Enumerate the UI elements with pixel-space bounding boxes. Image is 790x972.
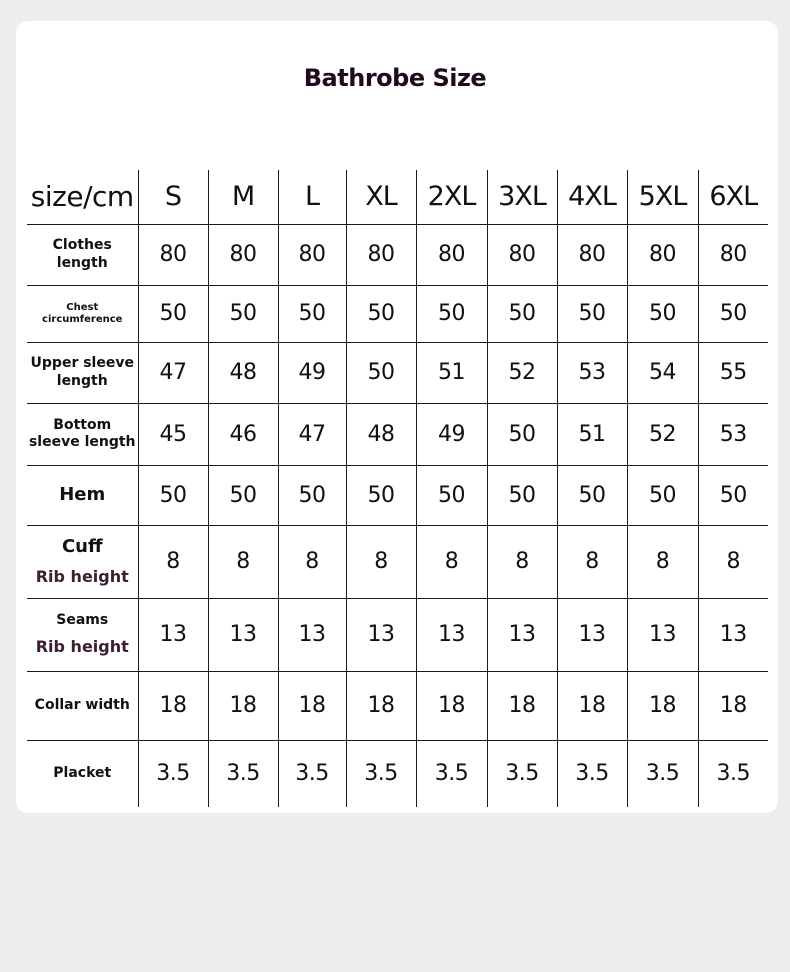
table-cell: 13 xyxy=(416,598,487,671)
size-header: L xyxy=(278,170,346,224)
table-cell: 51 xyxy=(416,342,487,403)
table-row xyxy=(27,465,768,525)
size-header: 6XL xyxy=(698,170,768,224)
table-cell: 3.5 xyxy=(698,740,768,807)
table-cell: 55 xyxy=(698,342,768,403)
row-label xyxy=(27,465,138,525)
table-row xyxy=(27,342,768,403)
table-cell: 50 xyxy=(278,465,346,525)
row-label xyxy=(27,285,138,342)
table-cell: 80 xyxy=(278,224,346,285)
table-cell: 13 xyxy=(487,598,557,671)
size-table xyxy=(27,170,768,807)
table-cell: 80 xyxy=(346,224,416,285)
row-label-text: Collar width xyxy=(34,696,130,713)
table-cell: 53 xyxy=(698,403,768,465)
table-cell: 47 xyxy=(138,342,208,403)
table-row xyxy=(27,525,768,598)
table-cell: 3.5 xyxy=(627,740,698,807)
table-cell: 54 xyxy=(627,342,698,403)
row-label xyxy=(27,342,138,403)
table-cell: 80 xyxy=(698,224,768,285)
row-label-text: Upper sleeve length xyxy=(30,355,134,389)
table-row xyxy=(27,403,768,465)
table-cell: 18 xyxy=(346,671,416,740)
row-label xyxy=(27,224,138,285)
table-cell: 50 xyxy=(346,342,416,403)
table-cell: 13 xyxy=(208,598,278,671)
row-label-text: Clothes length xyxy=(52,237,112,271)
table-cell: 8 xyxy=(627,525,698,598)
row-label-text: Hem xyxy=(59,483,106,505)
table-cell: 50 xyxy=(627,285,698,342)
table-cell: 80 xyxy=(557,224,627,285)
table-cell: 50 xyxy=(346,465,416,525)
table-cell: 3.5 xyxy=(208,740,278,807)
table-cell: 50 xyxy=(627,465,698,525)
table-cell: 45 xyxy=(138,403,208,465)
size-header: 3XL xyxy=(487,170,557,224)
table-cell: 18 xyxy=(487,671,557,740)
table-cell: 3.5 xyxy=(278,740,346,807)
table-cell: 50 xyxy=(416,285,487,342)
size-header: S xyxy=(138,170,208,224)
table-cell: 8 xyxy=(487,525,557,598)
table-header-row xyxy=(27,170,768,224)
size-header: 4XL xyxy=(557,170,627,224)
table-cell: 50 xyxy=(208,285,278,342)
row-label xyxy=(27,525,138,598)
table-cell: 50 xyxy=(346,285,416,342)
table-cell: 3.5 xyxy=(346,740,416,807)
table-cell: 18 xyxy=(138,671,208,740)
row-label-text: Cuff xyxy=(61,536,103,558)
table-cell: 50 xyxy=(138,285,208,342)
table-cell: 18 xyxy=(208,671,278,740)
table-cell: 18 xyxy=(557,671,627,740)
table-cell: 3.5 xyxy=(416,740,487,807)
table-cell: 18 xyxy=(278,671,346,740)
row-label xyxy=(27,403,138,465)
page-title: Bathrobe Size xyxy=(303,64,487,92)
table-cell: 50 xyxy=(487,403,557,465)
table-cell: 50 xyxy=(138,465,208,525)
table-cell: 80 xyxy=(208,224,278,285)
table-cell: 8 xyxy=(208,525,278,598)
size-header: M xyxy=(208,170,278,224)
row-label xyxy=(27,740,138,807)
row-sub-label: Rib height xyxy=(35,637,129,657)
table-cell: 18 xyxy=(416,671,487,740)
table-cell: 50 xyxy=(698,285,768,342)
table-cell: 50 xyxy=(487,285,557,342)
table-cell: 52 xyxy=(627,403,698,465)
table-cell: 52 xyxy=(487,342,557,403)
table-cell: 50 xyxy=(208,465,278,525)
size-header: XL xyxy=(346,170,416,224)
size-header: 2XL xyxy=(416,170,487,224)
table-cell: 50 xyxy=(557,285,627,342)
table-cell: 13 xyxy=(278,598,346,671)
table-cell: 47 xyxy=(278,403,346,465)
table-row xyxy=(27,740,768,807)
table-cell: 13 xyxy=(698,598,768,671)
row-label-text: Seams xyxy=(56,611,109,628)
table-row xyxy=(27,285,768,342)
row-label xyxy=(27,671,138,740)
table-cell: 53 xyxy=(557,342,627,403)
table-row xyxy=(27,224,768,285)
table-cell: 3.5 xyxy=(557,740,627,807)
row-label xyxy=(27,598,138,671)
table-cell: 80 xyxy=(138,224,208,285)
table-cell: 46 xyxy=(208,403,278,465)
table-cell: 80 xyxy=(416,224,487,285)
row-label-text: Bottom sleeve length xyxy=(28,416,136,450)
table-cell: 13 xyxy=(138,598,208,671)
table-cell: 80 xyxy=(627,224,698,285)
table-row xyxy=(27,671,768,740)
table-cell: 8 xyxy=(138,525,208,598)
table-cell: 49 xyxy=(278,342,346,403)
table-cell: 50 xyxy=(698,465,768,525)
table-cell: 51 xyxy=(557,403,627,465)
table-cell: 48 xyxy=(346,403,416,465)
header-corner: size/cm xyxy=(27,170,138,224)
table-cell: 13 xyxy=(557,598,627,671)
table-cell: 80 xyxy=(487,224,557,285)
table-cell: 49 xyxy=(416,403,487,465)
table-cell: 48 xyxy=(208,342,278,403)
table-cell: 50 xyxy=(416,465,487,525)
row-label-text: Placket xyxy=(53,765,112,781)
table-cell: 50 xyxy=(487,465,557,525)
table-cell: 8 xyxy=(698,525,768,598)
table-row xyxy=(27,598,768,671)
table-cell: 13 xyxy=(627,598,698,671)
table-cell: 3.5 xyxy=(487,740,557,807)
table-cell: 18 xyxy=(698,671,768,740)
table-cell: 8 xyxy=(557,525,627,598)
table-cell: 3.5 xyxy=(138,740,208,807)
table-cell: 50 xyxy=(278,285,346,342)
table-cell: 8 xyxy=(278,525,346,598)
row-label-text: Chest circumference xyxy=(42,301,123,325)
table-cell: 13 xyxy=(346,598,416,671)
table-cell: 50 xyxy=(557,465,627,525)
table-cell: 8 xyxy=(416,525,487,598)
table-cell: 8 xyxy=(346,525,416,598)
table-cell: 18 xyxy=(627,671,698,740)
row-sub-label: Rib height xyxy=(35,566,129,586)
size-header: 5XL xyxy=(627,170,698,224)
